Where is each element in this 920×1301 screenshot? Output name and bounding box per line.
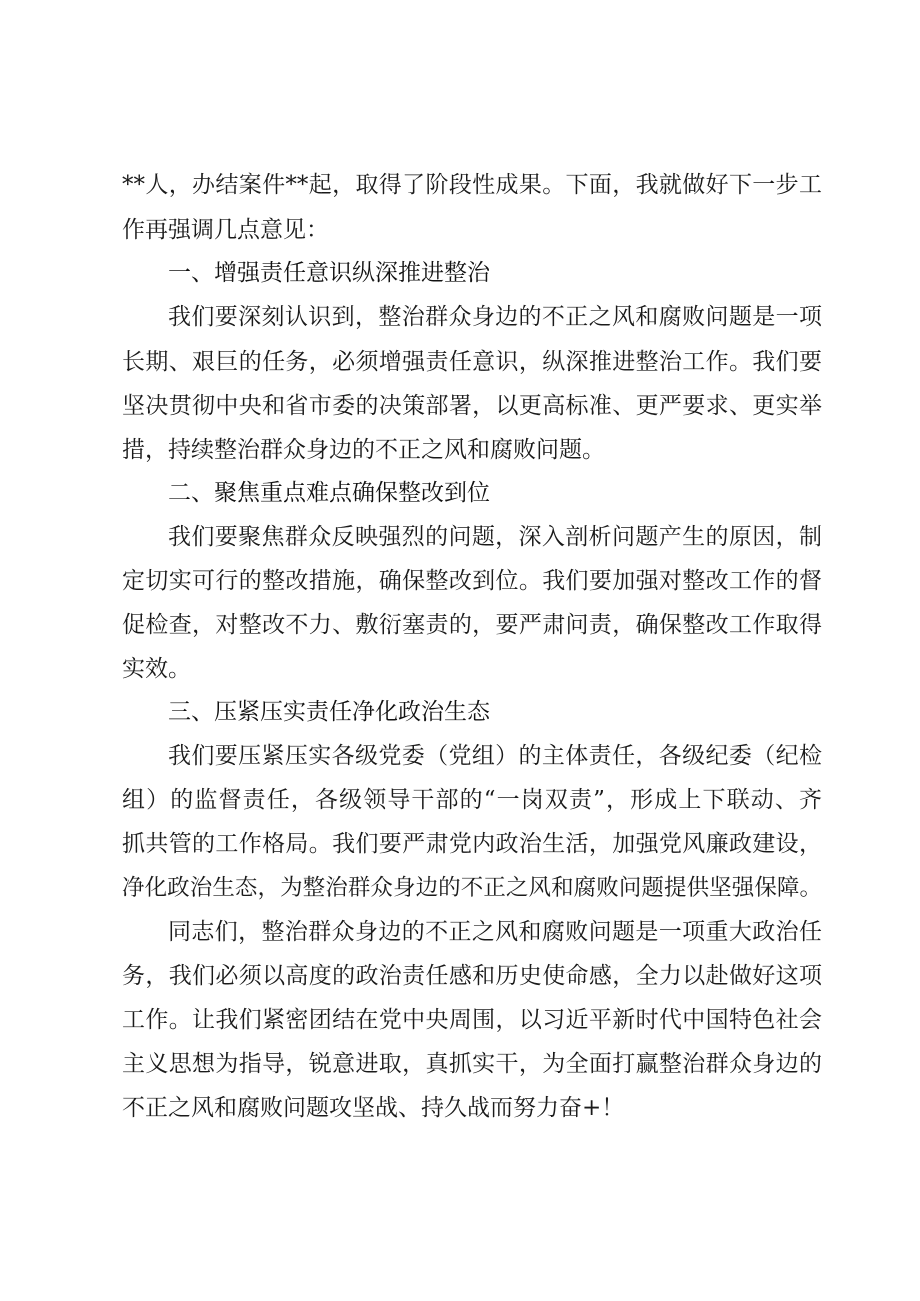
section-2-line-1: 我们要聚焦群众反映强烈的问题，深入剖析问题产生的原因，制 <box>168 524 822 550</box>
section-3-line-1: 我们要压紧压实各级党委（党组）的主体责任，各级纪委（纪检 <box>168 743 822 769</box>
closing-line-5: 不正之风和腐败问题攻坚战、持久战而努力奋+！ <box>122 1095 625 1121</box>
section-2-line-4: 实效。 <box>122 656 191 682</box>
section-3-line-4: 净化政治生态，为整治群众身边的不正之风和腐败问题提供坚强保障。 <box>122 875 822 901</box>
intro-line-2: 作再强调几点意见： <box>122 217 329 243</box>
closing-line-3: 工作。让我们紧密团结在党中央周围，以习近平新时代中国特色社会 <box>122 1007 822 1033</box>
section-2-heading: 二、聚焦重点难点确保整改到位 <box>168 480 490 506</box>
section-2-line-2: 定切实可行的整改措施，确保整改到位。我们要加强对整改工作的督 <box>122 568 822 594</box>
section-3-line-2: 组）的监督责任，各级领导干部的“一岗双责”，形成上下联动、齐 <box>122 787 822 813</box>
section-2-line-3: 促检查，对整改不力、敷衍塞责的，要严肃问责，确保整改工作取得 <box>122 612 822 638</box>
section-1-line-3: 坚决贯彻中央和省市委的决策部署，以更高标准、更严要求、更实举 <box>122 393 822 419</box>
closing-line-4: 主义思想为指导，锐意进取，真抓实干，为全面打赢整治群众身边的 <box>122 1051 822 1077</box>
closing-line-2: 务，我们必须以高度的政治责任感和历史使命感，全力以赴做好这项 <box>122 963 822 989</box>
intro-line-1: **人，办结案件**起，取得了阶段性成果。下面，我就做好下一步工 <box>122 172 822 198</box>
section-1-line-1: 我们要深刻认识到，整治群众身边的不正之风和腐败问题是一项 <box>168 304 822 330</box>
closing-line-1: 同志们，整治群众身边的不正之风和腐败问题是一项重大政治任 <box>168 919 822 945</box>
section-3-heading: 三、压紧压实责任净化政治生态 <box>168 699 490 725</box>
section-1-line-4: 措，持续整治群众身边的不正之风和腐败问题。 <box>122 437 605 463</box>
section-1-line-2: 长期、艰巨的任务，必须增强责任意识，纵深推进整治工作。我们要 <box>122 349 822 375</box>
section-3-line-3: 抓共管的工作格局。我们要严肃党内政治生活，加强党风廉政建设， <box>122 831 822 857</box>
section-1-heading: 一、增强责任意识纵深推进整治 <box>168 260 490 286</box>
